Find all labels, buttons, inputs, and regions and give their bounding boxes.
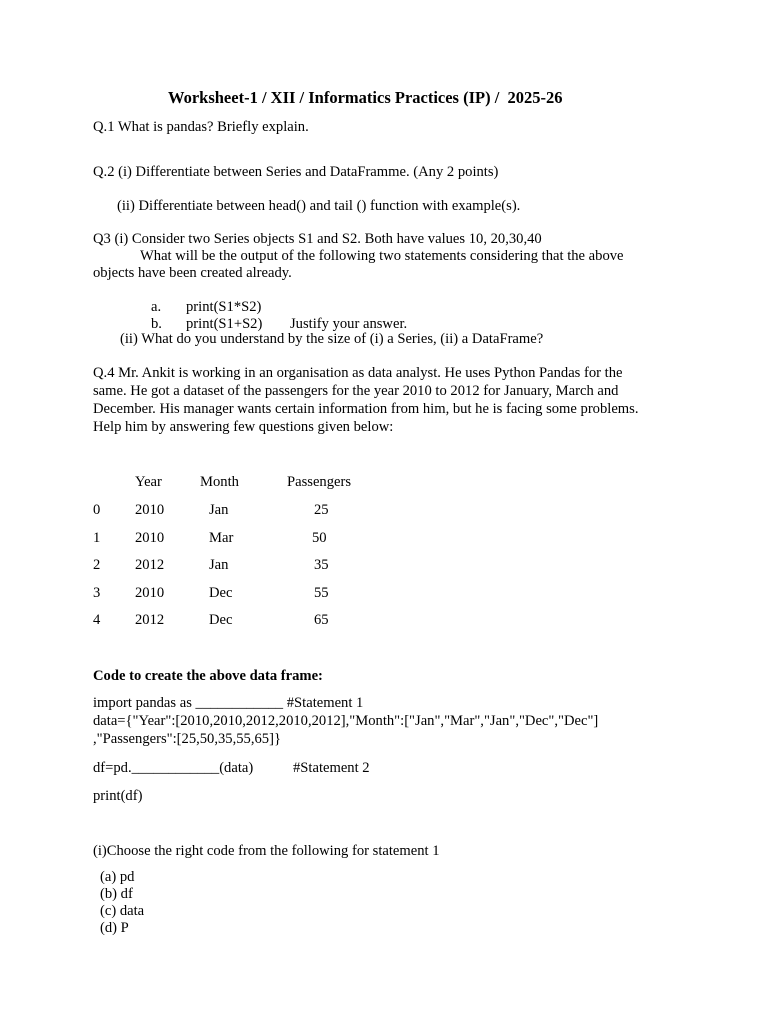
code-line-1: import pandas as ____________ #Statement 1 [93,695,364,711]
question-4-line-2: same. He got a dataset of the passengers for the year 2010 to 2012 for January, March and [93,383,619,399]
row-passengers: 25 [314,502,329,518]
row-year: 2012 [135,557,165,573]
question-2-part-1: Q.2 (i) Differentiate between Series and DataFramme. (Any 2 points) [93,164,499,180]
row-year: 2010 [135,585,165,601]
choice-a: (a) pd [100,869,135,885]
question-1: Q.1 What is pandas? Briefly explain. [93,119,309,135]
question-3-line-1: Q3 (i) Consider two Series objects S1 and S2. Both have values 10, 20,30,40 [93,231,542,247]
row-index: 3 [93,585,101,601]
choice-b: (b) df [100,886,133,902]
table-header-month: Month [200,474,239,490]
question-3-line-3: objects have been created already. [93,265,292,281]
choice-d: (d) P [100,920,129,936]
row-month: Jan [209,557,229,573]
row-passengers: 50 [312,530,327,546]
row-passengers: 65 [314,612,329,628]
option-extra-b: Justify your answer. [290,316,408,332]
question-3-line-2: What will be the output of the following two statements considering that the above [140,248,624,264]
question-2-part-2: (ii) Differentiate between head() and tail () function with example(s). [117,198,521,214]
row-passengers: 35 [314,557,329,573]
row-year: 2010 [135,530,165,546]
code-line-5: print(df) [93,788,143,804]
row-month: Dec [209,612,233,628]
row-index: 1 [93,530,101,546]
choice-c: (c) data [100,903,145,919]
table-header-passengers: Passengers [287,474,352,490]
option-marker-a: a. [151,299,162,315]
question-4-line-3: December. His manager wants certain information from him, but he is facing some problems. [93,401,639,417]
row-month: Mar [209,530,234,546]
option-marker-b: b. [151,316,162,332]
question-3-part-2: (ii) What do you understand by the size of (i) a Series, (ii) a DataFrame? [120,331,544,347]
row-passengers: 55 [314,585,329,601]
row-index: 2 [93,557,101,573]
table-header-year: Year [135,474,162,490]
row-index: 0 [93,502,101,518]
page-title: Worksheet-1 / XII / Informatics Practices (IP) / 2025-26 [168,88,563,107]
row-month: Dec [209,585,233,601]
sub-question-i: (i)Choose the right code from the following for statement 1 [93,843,440,859]
code-line-4-comment: #Statement 2 [293,760,370,776]
row-year: 2010 [135,502,165,518]
code-line-2: data={"Year":[2010,2010,2012,2010,2012],"Month":["Jan","Mar","Jan","Dec","Dec"] [93,713,599,729]
option-text-b: print(S1+S2) [186,316,263,332]
question-4-line-4: Help him by answering few questions given below: [93,419,394,435]
row-year: 2012 [135,612,165,628]
code-line-4: df=pd.____________(data) [93,760,254,776]
option-text-a: print(S1*S2) [186,299,262,315]
row-index: 4 [93,612,101,628]
code-line-3: ,"Passengers":[25,50,35,55,65]} [93,731,281,747]
row-month: Jan [209,502,229,518]
question-4-line-1: Q.4 Mr. Ankit is working in an organisation as data analyst. He uses Python Pandas for the [93,365,623,381]
code-heading: Code to create the above data frame: [93,668,323,684]
